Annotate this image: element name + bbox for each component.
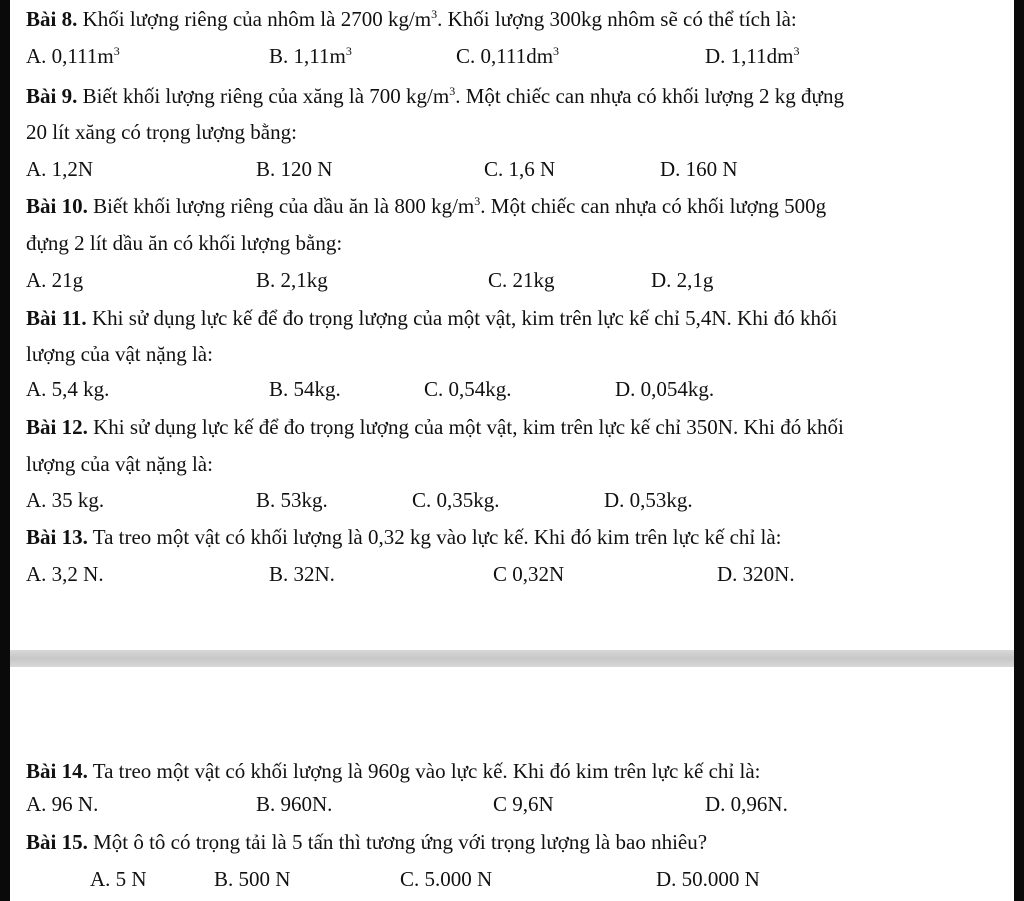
question-11-line2: lượng của vật nặng là: — [26, 342, 213, 366]
question-14 — [26, 758, 761, 784]
question-label: Bài 11. — [26, 306, 87, 330]
option-a: A. 35 kg. — [26, 488, 105, 512]
option-a: A. $0,111m^3$ — [26, 44, 120, 68]
question-13 — [26, 524, 782, 550]
question-text: . Khối lượng 300kg nhôm sẽ có thể tích là: — [437, 7, 797, 31]
question-text: Ta treo một vật có khối lượng là 0,32 kg vào lực kế. Khi đó kim trên lực kế chỉ là: — [92, 525, 782, 549]
option-c: C. 1,6 N — [484, 157, 556, 181]
question-text: Khi sử dụng lực kế để đo trọng lượng của một vật, kim trên lực kế chỉ 350N. Khi đó khối — [93, 415, 844, 439]
option-d: D. 0,96N. — [705, 792, 788, 816]
question-label: Bài 9. — [26, 84, 78, 108]
question-label: Bài 14. — [26, 759, 88, 783]
question-text: Ta treo một vật có khối lượng là 960g vào lực kế. Khi đó kim trên lực kế chỉ là: — [92, 759, 761, 783]
option-b: B. 500 N — [214, 867, 291, 891]
option-a: A. 21g — [26, 268, 84, 292]
option-a: A. 1,2N — [26, 157, 94, 181]
option-d: D. 160 N — [660, 157, 738, 181]
option-d: D. 320N. — [717, 562, 795, 586]
question-text: Khi sử dụng lực kế để đo trọng lượng của một vật, kim trên lực kế chỉ 5,4N. Khi đó khối — [91, 306, 838, 330]
option-b: B. 54kg. — [269, 377, 341, 401]
question-8 — [26, 6, 797, 32]
option-b: B. 53kg. — [256, 488, 328, 512]
option-a: A. 96 N. — [26, 792, 99, 816]
option-a: A. 5 N — [90, 867, 147, 891]
option-d: D. $1,11dm^3$ — [705, 44, 800, 68]
superscript: 3 — [449, 84, 456, 98]
option-c: C. 5.000 N — [400, 867, 493, 891]
option-a: A. 3,2 N. — [26, 562, 104, 586]
option-c: C. 21kg — [488, 268, 555, 292]
option-b: B. 120 N — [256, 157, 333, 181]
question-label: Bài 12. — [26, 415, 88, 439]
question-10 — [26, 193, 826, 219]
option-b: B. $1,11m^3$ — [269, 44, 352, 68]
page-bottom — [10, 667, 1014, 901]
option-d: D. 0,054kg. — [615, 377, 715, 401]
option-d: D. 0,53kg. — [604, 488, 693, 512]
option-c: C. 0,35kg. — [412, 488, 500, 512]
question-11 — [26, 305, 837, 331]
option-a: A. 5,4 kg. — [26, 377, 110, 401]
question-12-line2: lượng của vật nặng là: — [26, 452, 213, 476]
option-c: C. $0,111dm^3$ — [456, 44, 560, 68]
question-12 — [26, 414, 844, 440]
question-text: . Một chiếc can nhựa có khối lượng 500g — [480, 194, 827, 218]
superscript: 3 — [431, 7, 438, 21]
question-label: Bài 15. — [26, 830, 88, 854]
question-15 — [26, 829, 707, 855]
option-d: D. 50.000 N — [656, 867, 760, 891]
superscript: 3 — [474, 194, 481, 208]
option-c: C 9,6N — [493, 792, 554, 816]
question-label: Bài 8. — [26, 7, 78, 31]
question-text: Khối lượng riêng của nhôm là 2700 kg/m — [82, 7, 432, 31]
option-c: C. 0,54kg. — [424, 377, 512, 401]
question-text: . Một chiếc can nhựa có khối lượng 2 kg đựng — [455, 84, 844, 108]
page-top — [10, 0, 1014, 650]
option-c: C 0,32N — [493, 562, 565, 586]
option-b: B. 32N. — [269, 562, 335, 586]
option-b: B. 2,1kg — [256, 268, 328, 292]
page-separator — [10, 650, 1014, 667]
question-text: Biết khối lượng riêng của dầu ăn là 800 kg/m — [93, 194, 475, 218]
question-9 — [26, 83, 844, 109]
question-label: Bài 10. — [26, 194, 88, 218]
option-d: D. 2,1g — [651, 268, 714, 292]
question-9-line2: 20 lít xăng có trọng lượng bằng: — [26, 120, 297, 144]
question-label: Bài 13. — [26, 525, 88, 549]
question-text: Biết khối lượng riêng của xăng là 700 kg/m — [82, 84, 450, 108]
option-b: B. 960N. — [256, 792, 333, 816]
question-text: Một ô tô có trọng tải là 5 tấn thì tương ứng với trọng lượng là bao nhiêu? — [93, 830, 708, 854]
question-10-line2: đựng 2 lít dầu ăn có khối lượng bằng: — [26, 231, 343, 255]
